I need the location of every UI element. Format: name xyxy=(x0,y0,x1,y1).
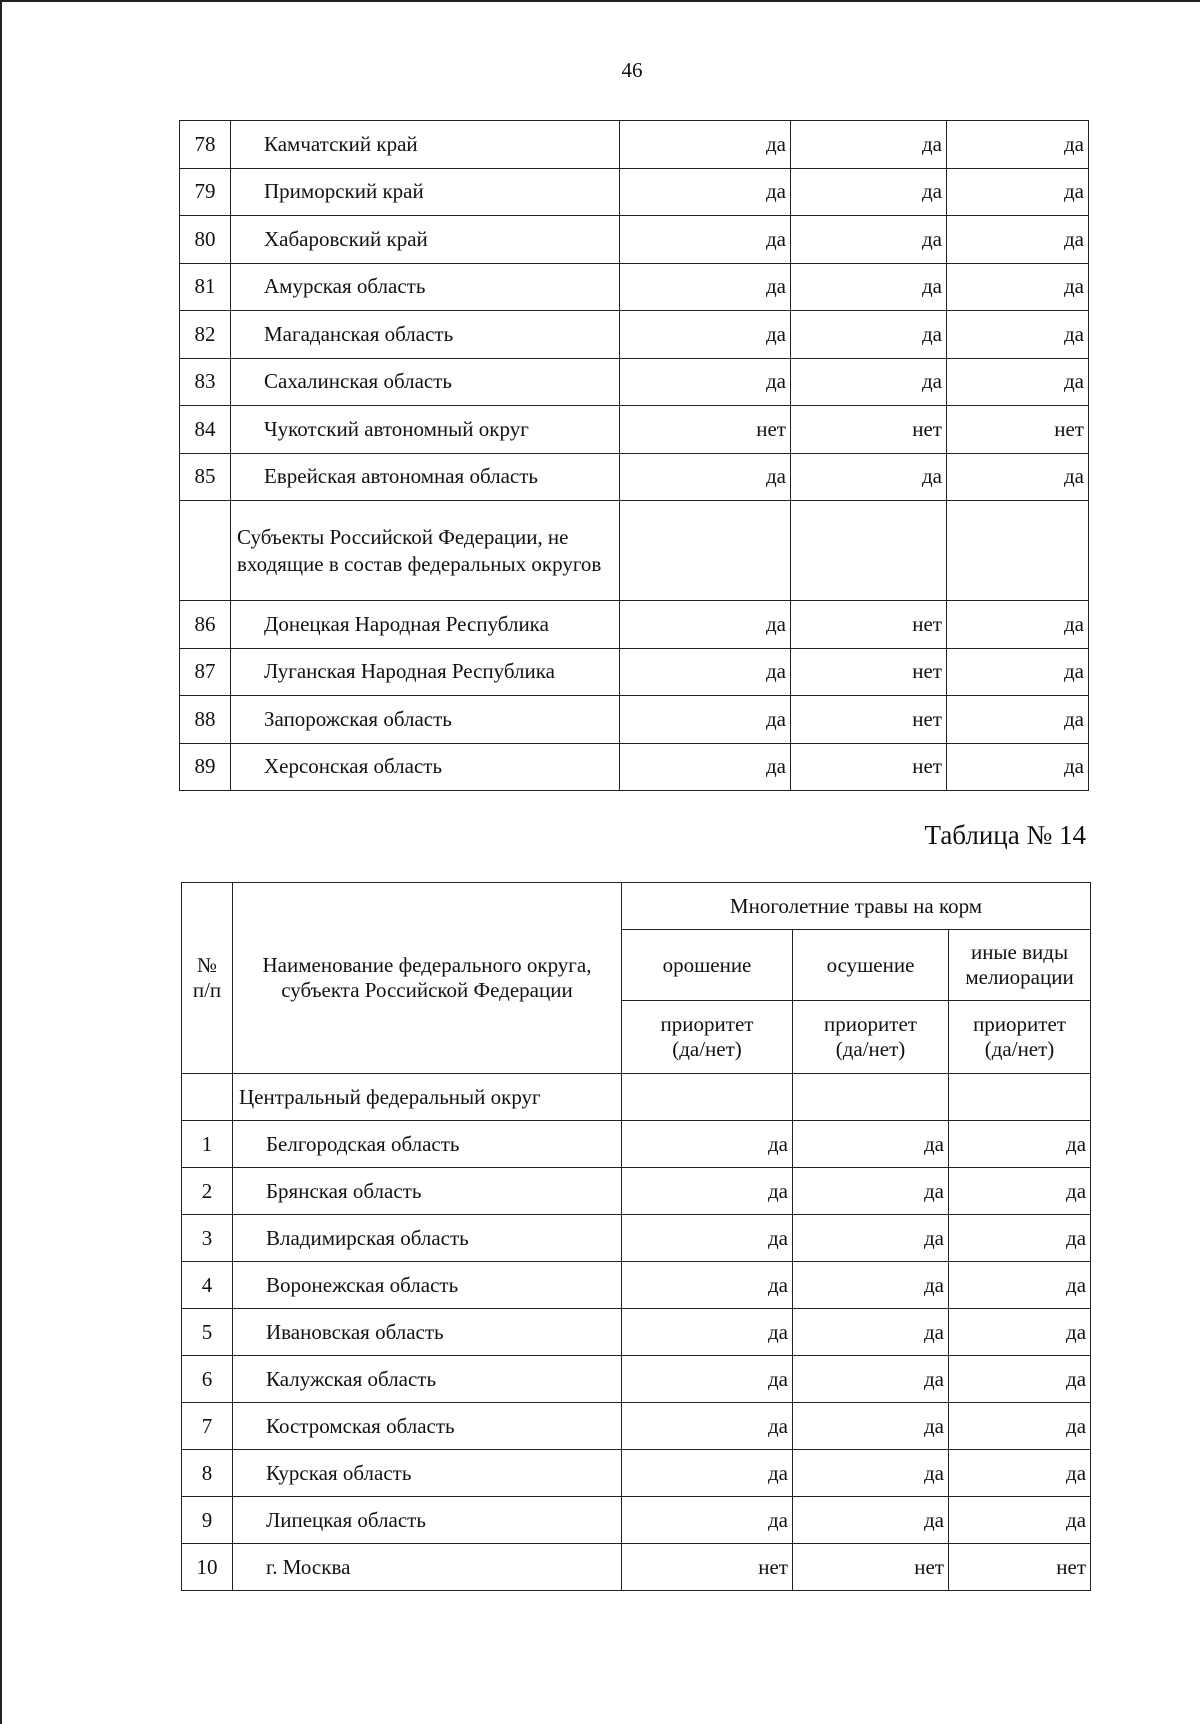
priority-drainage: да xyxy=(793,1403,949,1450)
priority-drainage: нет xyxy=(791,648,947,696)
table-row xyxy=(182,1121,1091,1168)
row-number: 87 xyxy=(180,648,231,696)
region-name: Воронежская область xyxy=(233,1262,622,1309)
priority-drainage: да xyxy=(791,311,947,359)
header-num: № п/п xyxy=(182,883,233,1074)
priority-other: да xyxy=(947,358,1089,406)
region-name: Ивановская область xyxy=(233,1309,622,1356)
region-name: Чукотский автономный округ xyxy=(231,406,620,454)
section-empty-cell xyxy=(947,501,1089,601)
section-num-cell xyxy=(182,1074,233,1121)
priority-other: да xyxy=(947,168,1089,216)
row-number: 3 xyxy=(182,1215,233,1262)
header-priority-3: приоритет (да/нет) xyxy=(949,1001,1091,1074)
section-num-cell xyxy=(180,501,231,601)
priority-other: да xyxy=(949,1262,1091,1309)
row-number: 79 xyxy=(180,168,231,216)
priority-drainage: да xyxy=(793,1309,949,1356)
priority-irrigation: да xyxy=(622,1215,793,1262)
table-row xyxy=(180,696,1089,744)
priority-drainage: да xyxy=(791,216,947,264)
priority-irrigation: нет xyxy=(622,1544,793,1591)
priority-irrigation: да xyxy=(620,601,791,649)
table-row xyxy=(180,453,1089,501)
table-row xyxy=(180,311,1089,359)
region-name: Белгородская область xyxy=(233,1121,622,1168)
priority-drainage: нет xyxy=(791,743,947,791)
priority-irrigation: да xyxy=(620,648,791,696)
table-14-body xyxy=(182,1121,1091,1591)
priority-other: да xyxy=(949,1215,1091,1262)
region-name: Липецкая область xyxy=(233,1497,622,1544)
priority-irrigation: да xyxy=(620,168,791,216)
priority-drainage: да xyxy=(791,121,947,169)
priority-drainage: нет xyxy=(793,1544,949,1591)
region-name: г. Москва xyxy=(233,1544,622,1591)
section-label: Центральный федеральный округ xyxy=(233,1074,622,1121)
row-number: 85 xyxy=(180,453,231,501)
continued-table xyxy=(179,120,1089,791)
region-name: Владимирская область xyxy=(233,1215,622,1262)
region-name: Еврейская автономная область xyxy=(231,453,620,501)
row-number: 86 xyxy=(180,601,231,649)
priority-irrigation: да xyxy=(622,1121,793,1168)
priority-drainage: да xyxy=(793,1497,949,1544)
row-number: 7 xyxy=(182,1403,233,1450)
row-number: 83 xyxy=(180,358,231,406)
table-title: Таблица № 14 xyxy=(924,820,1086,850)
section-label: Субъекты Российской Федерации, не входящие в состав федеральных округов xyxy=(231,501,620,601)
table-row xyxy=(182,1215,1091,1262)
section-row xyxy=(180,501,1089,601)
table-row xyxy=(180,216,1089,264)
section-empty-cell xyxy=(622,1074,793,1121)
priority-drainage: да xyxy=(793,1450,949,1497)
table-row xyxy=(182,1544,1091,1591)
priority-irrigation: да xyxy=(622,1403,793,1450)
priority-drainage: да xyxy=(793,1356,949,1403)
row-number: 8 xyxy=(182,1450,233,1497)
row-number: 78 xyxy=(180,121,231,169)
priority-drainage: да xyxy=(793,1168,949,1215)
table-row xyxy=(182,1403,1091,1450)
priority-drainage: да xyxy=(793,1262,949,1309)
header-name: Наименование федерального округа, субъекта Российской Федерации xyxy=(233,883,622,1074)
priority-irrigation: да xyxy=(620,216,791,264)
row-number: 10 xyxy=(182,1544,233,1591)
table-row xyxy=(180,601,1089,649)
region-name: Запорожская область xyxy=(231,696,620,744)
row-number: 84 xyxy=(180,406,231,454)
priority-other: да xyxy=(947,743,1089,791)
table-row xyxy=(182,1168,1091,1215)
priority-drainage: нет xyxy=(791,406,947,454)
priority-other: нет xyxy=(949,1544,1091,1591)
priority-drainage: да xyxy=(793,1121,949,1168)
row-number: 4 xyxy=(182,1262,233,1309)
table-row xyxy=(180,358,1089,406)
region-name: Луганская Народная Республика xyxy=(231,648,620,696)
region-name: Хабаровский край xyxy=(231,216,620,264)
table-row xyxy=(180,168,1089,216)
priority-other: да xyxy=(949,1168,1091,1215)
priority-other: да xyxy=(947,311,1089,359)
priority-irrigation: нет xyxy=(620,406,791,454)
priority-other: да xyxy=(947,648,1089,696)
priority-irrigation: да xyxy=(620,453,791,501)
priority-irrigation: да xyxy=(620,263,791,311)
row-number: 80 xyxy=(180,216,231,264)
priority-other: да xyxy=(947,601,1089,649)
row-number: 89 xyxy=(180,743,231,791)
priority-other: да xyxy=(949,1450,1091,1497)
priority-other: да xyxy=(947,216,1089,264)
row-number: 82 xyxy=(180,311,231,359)
priority-irrigation: да xyxy=(622,1356,793,1403)
priority-other: да xyxy=(949,1497,1091,1544)
table-row xyxy=(180,263,1089,311)
table-row xyxy=(180,121,1089,169)
row-number: 1 xyxy=(182,1121,233,1168)
priority-other: да xyxy=(949,1356,1091,1403)
table-row xyxy=(182,1497,1091,1544)
priority-other: да xyxy=(949,1403,1091,1450)
priority-irrigation: да xyxy=(622,1450,793,1497)
region-name: Приморский край xyxy=(231,168,620,216)
priority-irrigation: да xyxy=(620,121,791,169)
priority-irrigation: да xyxy=(620,311,791,359)
region-name: Костромская область xyxy=(233,1403,622,1450)
continued-table-body xyxy=(180,121,1089,501)
header-priority-1: приоритет (да/нет) xyxy=(622,1001,793,1074)
priority-drainage: да xyxy=(791,358,947,406)
section-empty-cell xyxy=(620,501,791,601)
region-name: Курская область xyxy=(233,1450,622,1497)
row-number: 6 xyxy=(182,1356,233,1403)
region-name: Магаданская область xyxy=(231,311,620,359)
priority-irrigation: да xyxy=(622,1262,793,1309)
table-row xyxy=(180,406,1089,454)
priority-other: да xyxy=(947,453,1089,501)
table-row xyxy=(182,1262,1091,1309)
priority-drainage: нет xyxy=(791,696,947,744)
header-row-1 xyxy=(182,883,1091,930)
row-number: 9 xyxy=(182,1497,233,1544)
header-col-other: иные виды мелиорации xyxy=(949,930,1091,1001)
priority-irrigation: да xyxy=(620,696,791,744)
priority-drainage: да xyxy=(791,263,947,311)
priority-irrigation: да xyxy=(622,1168,793,1215)
priority-drainage: да xyxy=(793,1215,949,1262)
section-empty-cell xyxy=(949,1074,1091,1121)
header-col-irrigation: орошение xyxy=(622,930,793,1001)
priority-irrigation: да xyxy=(622,1309,793,1356)
region-name: Амурская область xyxy=(231,263,620,311)
region-name: Донецкая Народная Республика xyxy=(231,601,620,649)
region-name: Калужская область xyxy=(233,1356,622,1403)
table-row xyxy=(182,1356,1091,1403)
table-row xyxy=(180,743,1089,791)
row-number: 2 xyxy=(182,1168,233,1215)
priority-drainage: да xyxy=(791,168,947,216)
region-name: Херсонская область xyxy=(231,743,620,791)
section-empty-cell xyxy=(793,1074,949,1121)
table-row xyxy=(182,1309,1091,1356)
priority-irrigation: да xyxy=(622,1497,793,1544)
priority-other: да xyxy=(947,696,1089,744)
priority-irrigation: да xyxy=(620,358,791,406)
priority-other: да xyxy=(947,121,1089,169)
region-name: Камчатский край xyxy=(231,121,620,169)
table-row xyxy=(182,1450,1091,1497)
page-number: 46 xyxy=(621,58,643,82)
region-name: Сахалинская область xyxy=(231,358,620,406)
header-group: Многолетние травы на корм xyxy=(622,883,1091,930)
priority-drainage: да xyxy=(791,453,947,501)
priority-irrigation: да xyxy=(620,743,791,791)
priority-other: да xyxy=(949,1121,1091,1168)
priority-drainage: нет xyxy=(791,601,947,649)
table-14 xyxy=(181,882,1091,1591)
priority-other: да xyxy=(947,263,1089,311)
row-number: 88 xyxy=(180,696,231,744)
priority-other: да xyxy=(949,1309,1091,1356)
row-number: 5 xyxy=(182,1309,233,1356)
table-row xyxy=(180,648,1089,696)
continued-table-body-2 xyxy=(180,601,1089,791)
section-row xyxy=(182,1074,1091,1121)
header-col-drainage: осушение xyxy=(793,930,949,1001)
header-priority-2: приоритет (да/нет) xyxy=(793,1001,949,1074)
priority-other: нет xyxy=(947,406,1089,454)
section-empty-cell xyxy=(791,501,947,601)
row-number: 81 xyxy=(180,263,231,311)
region-name: Брянская область xyxy=(233,1168,622,1215)
